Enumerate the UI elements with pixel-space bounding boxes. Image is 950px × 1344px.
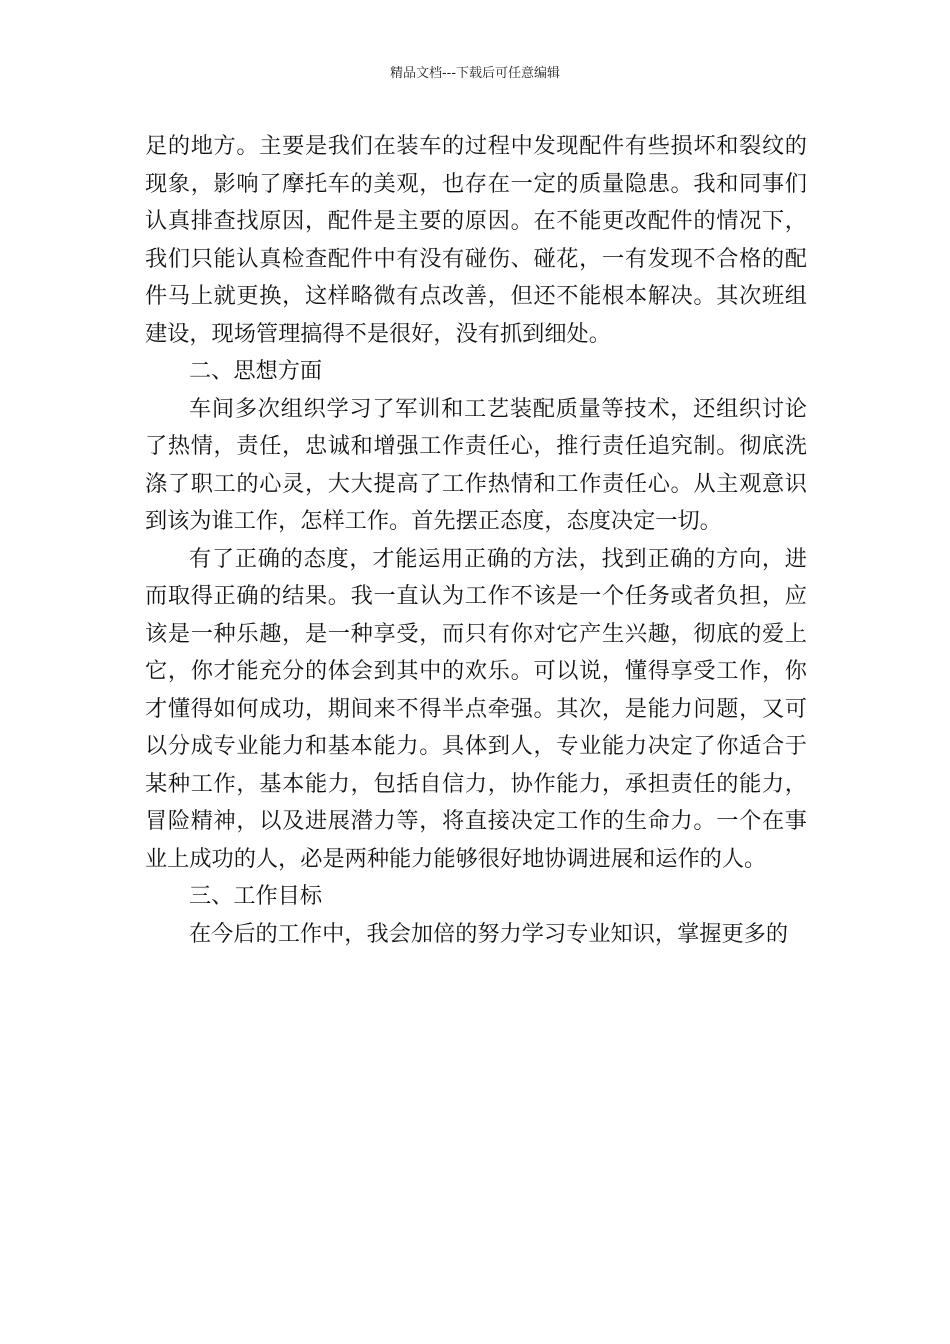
section-heading-thoughts: 二、思想方面 [189, 358, 323, 384]
page-header: 精品文档---下载后可任意编辑 [389, 66, 561, 81]
paragraph-goals: 在今后的工作中，我会加倍的努力学习专业知识，掌握更多的 [189, 920, 789, 947]
section-heading-goals: 三、工作目标 [189, 883, 323, 909]
paragraph-attitude: 有了正确的态度，才能运用正确的方法，找到正确的方向，进而取得正确的结果。我一直认为工作不该是一个任务或者负担，应该是一种乐趣，是一种享受，而只有你对它产生兴趣，彻底的爱上它，你才能充分的体会到其中的欢乐。可以说，懂得享受工作，你才懂得如何成功，期间来不得半点牵强。其次，是能力问题，又可以分成专业能力和基本能力。具体到人，专业能力决定了你适合于某种工作，基本能力，包括自信力，协作能力，承担责任的能力，冒险精神，以及进展潜力等，将直接决定工作的生命力。一个在事业上成功的人，必是两种能力能够很好地协调进展和运作的人。 [145, 545, 807, 872]
document-body [145, 128, 807, 953]
paragraph-continued: 足的地方。主要是我们在装车的过程中发现配件有些损坏和裂纹的现象，影响了摩托车的美观，也存在一定的质量隐患。我和同事们认真排查找原因，配件是主要的原因。在不能更改配件的情况下，我们只能认真检查配件中有没有碰伤、碰花，一有发现不合格的配件马上就更换，这样略微有点改善，但还不能根本解决。其次班组建设，现场管理搞得不是很好，没有抓到细处。 [145, 133, 807, 347]
paragraph-thoughts: 车间多次组织学习了军训和工艺装配质量等技术，还组织讨论了热情，责任，忠诚和增强工作责任心，推行责任追究制。彻底洗涤了职工的心灵，大大提高了工作热情和工作责任心。从主观意识到该为谁工作，怎样工作。首先摆正态度，态度决定一切。 [145, 395, 807, 534]
